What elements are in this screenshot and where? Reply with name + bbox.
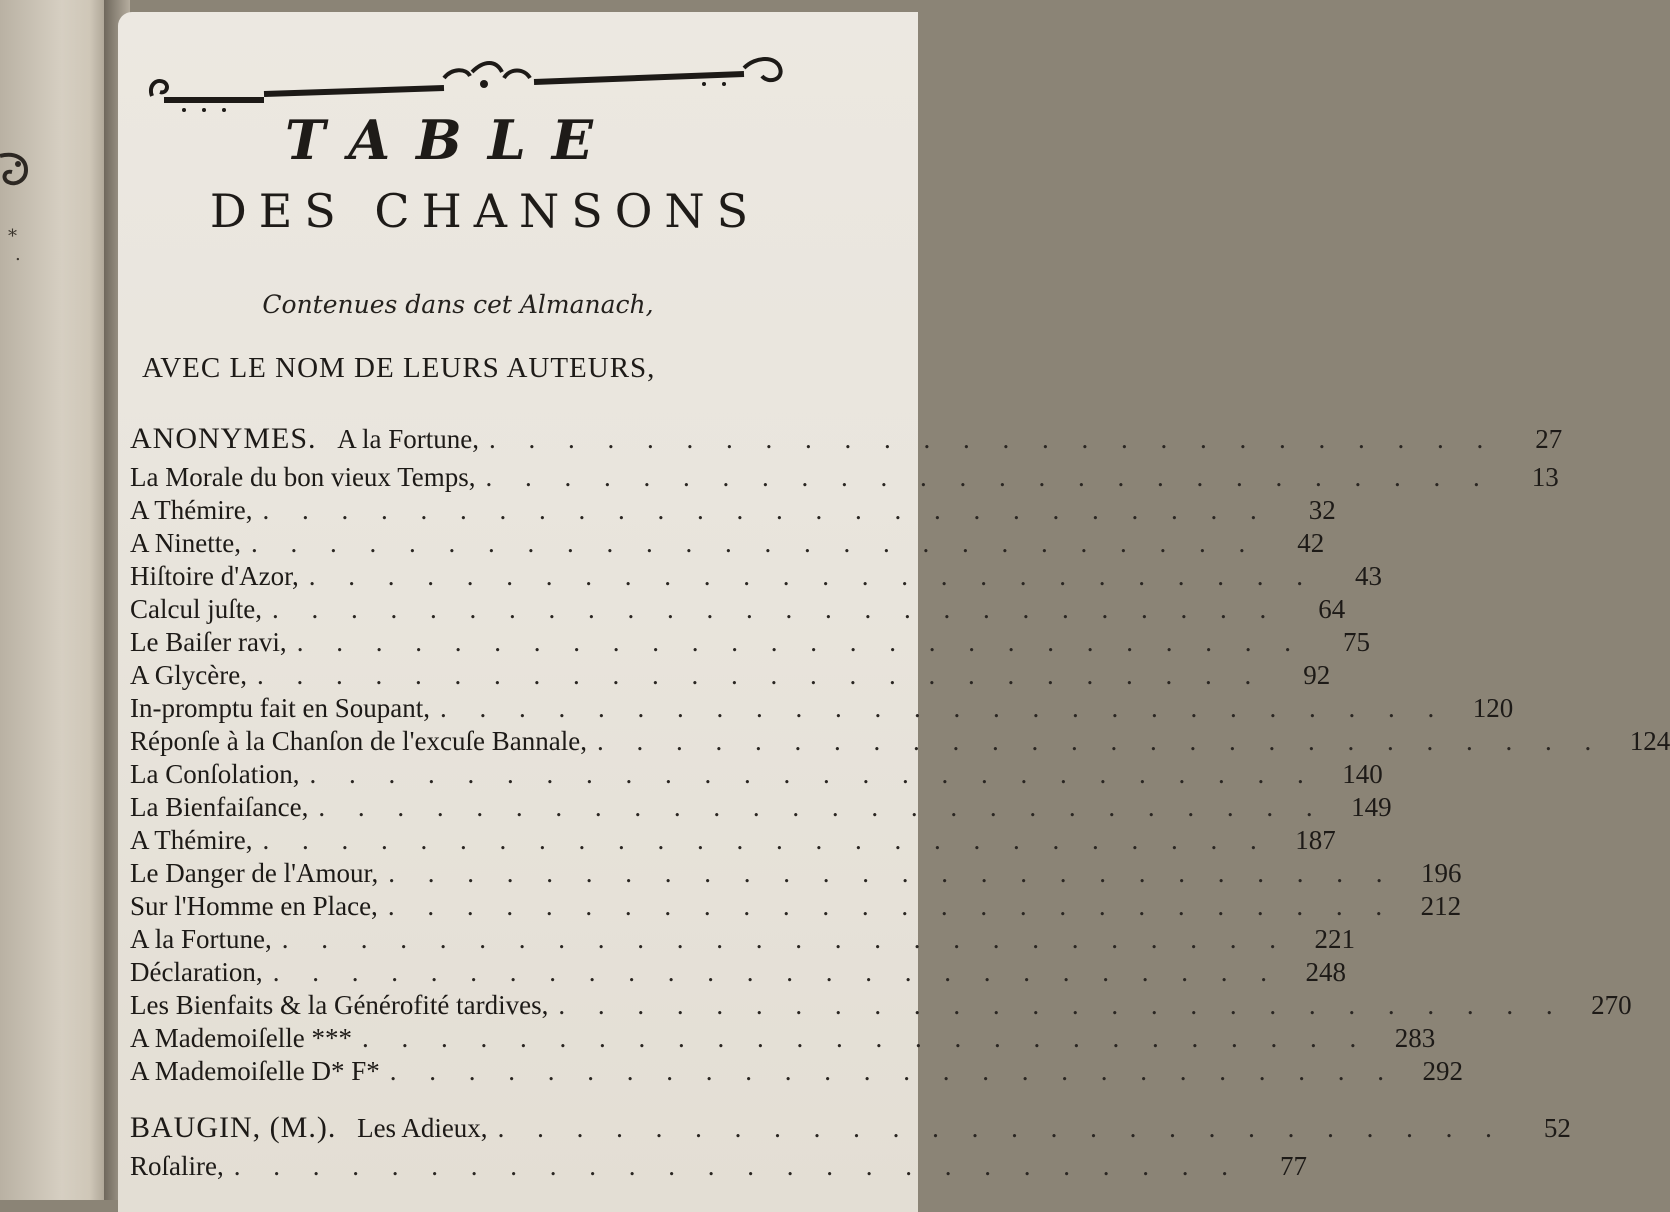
dot-leader: . . . . . . . . . . . . . . . . . . . . . . . . . . <box>308 561 1316 591</box>
toc-row <box>130 422 1563 462</box>
toc-row <box>130 759 1383 792</box>
page-subtitle: DES CHANSONS <box>209 184 761 238</box>
song-title: A Ninette, <box>130 528 241 558</box>
song-title: La Bienfaiſance, <box>130 792 309 822</box>
dot-leader: . . . . . . . . . . . . . . . . . . . . . . . . . . <box>233 1151 1241 1181</box>
song-title: Réponſe à la Chanſon de l'excuſe Bannale, <box>130 726 587 756</box>
song-title: Les Adieux, <box>357 1113 488 1143</box>
ornamental-header-band <box>144 38 810 114</box>
dot-leader: . . . . . . . . . . . . . . . . . . . . . . . . . . <box>256 660 1265 690</box>
toc-row <box>130 495 1336 528</box>
asterisk-mark: * <box>8 226 17 247</box>
dot-leader: . . . . . . . . . . . . . . . . . . . . . . . . . . <box>361 1023 1370 1053</box>
toc-row <box>130 957 1346 990</box>
dot-leader: . . . . . . . . . . . . . . . . . . . . . . . . . . <box>272 957 1280 987</box>
page-title: TABLE <box>285 108 619 172</box>
dot-leader: . . . . . . . . . . . . . . . . . . . . . . . . . . <box>596 726 1605 756</box>
toc-row <box>130 1056 1463 1089</box>
dot-leader: . . . . . . . . . . . . . . . . . . . . . . . . . . <box>439 693 1448 723</box>
song-title: A Thémire, <box>130 825 253 855</box>
song-title: A Thémire, <box>130 495 253 525</box>
dot-leader: . . . . . . . . . . . . . . . . . . . . . . . . . . <box>281 924 1289 954</box>
song-title: Déclaration, <box>130 957 263 987</box>
dot-leader: . . . . . . . . . . . . . . . . . . . . . . . . . . <box>262 495 1270 525</box>
contained-line: Contenues dans cet Almanach, <box>262 290 654 319</box>
dot-leader: . . . . . . . . . . . . . . . . . . . . . . . . . . <box>387 891 1396 921</box>
toc-row <box>130 627 1370 660</box>
page-number: 75 <box>1342 627 1370 657</box>
page-number: 120 <box>1472 693 1514 723</box>
dot-leader: . . . . . . . . . . . . . . . . . . . . . . . . . . <box>389 1056 1397 1086</box>
song-title: A la Fortune, <box>130 924 272 954</box>
author-name: BAUGIN, (M.). <box>130 1111 337 1144</box>
toc-row <box>130 561 1382 594</box>
authors-line: AVEC LE NOM DE LEURS AUTEURS, <box>142 352 656 384</box>
song-title: Le Danger de l'Amour, <box>130 858 379 888</box>
toc-row <box>130 726 1670 759</box>
left-page <box>0 0 112 1200</box>
toc-row <box>130 990 1632 1023</box>
dot-leader: . . . . . . . . . . . . . . . . . . . . . . . . . . <box>497 1113 1505 1143</box>
page-number: 64 <box>1318 594 1346 624</box>
dot-leader: . . . . . . . . . . . . . . . . . . . . . . . . . . <box>485 462 1493 492</box>
toc-row <box>130 1111 1571 1151</box>
toc-row <box>130 924 1355 957</box>
toc-row <box>130 462 1559 495</box>
toc-row <box>130 528 1325 561</box>
page-number: 187 <box>1295 825 1336 855</box>
page-number: 32 <box>1308 495 1336 525</box>
dot-leader: . . . . . . . . . . . . . . . . . . . . . . . . . . <box>558 990 1566 1020</box>
page-number: 283 <box>1394 1023 1436 1053</box>
song-title: A la Fortune, <box>337 424 480 454</box>
page-number: 124 <box>1629 726 1670 756</box>
page-number: 92 <box>1303 660 1331 690</box>
section-gap <box>130 1089 820 1111</box>
ornament-icon <box>0 150 30 194</box>
song-title: Sur l'Homme en Place, <box>130 891 378 921</box>
page-number: 13 <box>1531 462 1559 492</box>
book-page <box>118 12 1670 1212</box>
page-number: 42 <box>1297 528 1325 558</box>
song-title: A Mademoiſelle *** <box>130 1023 352 1053</box>
toc-row <box>130 660 1331 693</box>
dot-mark: . <box>15 244 21 265</box>
toc-row <box>130 1151 1307 1184</box>
toc-row <box>130 693 1514 726</box>
page-number: 221 <box>1314 924 1355 954</box>
page-number: 248 <box>1305 957 1346 987</box>
song-title: Le Baiſer ravi, <box>130 627 287 657</box>
toc-row <box>130 594 1346 627</box>
page-number: 196 <box>1420 858 1462 888</box>
page-number: 140 <box>1342 759 1383 789</box>
table-of-contents <box>130 422 1670 1184</box>
dot-leader: . . . . . . . . . . . . . . . . . . . . . . . . . . <box>271 594 1280 624</box>
dot-leader: . . . . . . . . . . . . . . . . . . . . . . . . . . <box>309 759 1317 789</box>
author-name: ANONYMES. <box>130 422 317 455</box>
dot-leader: . . . . . . . . . . . . . . . . . . . . . . . . . . <box>318 792 1326 822</box>
page-number: 212 <box>1420 891 1462 921</box>
toc-row <box>130 792 1392 825</box>
toc-row <box>130 891 1462 924</box>
page-number: 270 <box>1591 990 1632 1020</box>
dot-leader: . . . . . . . . . . . . . . . . . . . . . . . . . . <box>296 627 1304 657</box>
page-number: 43 <box>1355 561 1382 591</box>
song-title: In-promptu fait en Soupant, <box>130 693 430 723</box>
page-number: 52 <box>1543 1113 1571 1143</box>
toc-row <box>130 825 1336 858</box>
song-title: La Conſolation, <box>130 759 300 789</box>
dot-leader: . . . . . . . . . . . . . . . . . . . . . . . . . . <box>489 424 1497 454</box>
toc-row <box>130 1023 1436 1056</box>
page-number: 292 <box>1422 1056 1463 1086</box>
page-number: 149 <box>1351 792 1392 822</box>
song-title: La Morale du bon vieux Temps, <box>130 462 476 492</box>
song-title: A Glycère, <box>130 660 247 690</box>
dot-leader: . . . . . . . . . . . . . . . . . . . . . . . . . . <box>388 858 1396 888</box>
song-title: A Mademoiſelle D* F* <box>130 1056 380 1086</box>
dot-leader: . . . . . . . . . . . . . . . . . . . . . . . . . . <box>262 825 1270 855</box>
song-title: Calcul juſte, <box>130 594 262 624</box>
song-title: Roſalire, <box>130 1151 224 1181</box>
toc-row <box>130 858 1462 891</box>
page-number: 77 <box>1279 1151 1307 1181</box>
dot-leader: . . . . . . . . . . . . . . . . . . . . . . . . . . <box>250 528 1259 558</box>
song-title: Hiſtoire d'Azor, <box>130 561 299 591</box>
song-title: Les Bienfaits & la Générofité tardives, <box>130 990 549 1020</box>
page-number: 27 <box>1535 424 1563 454</box>
